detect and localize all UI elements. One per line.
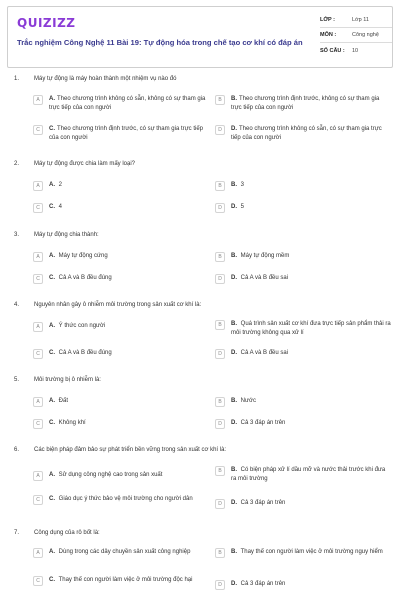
- question-number: 2.: [14, 161, 20, 167]
- option-label: A.: [49, 182, 55, 188]
- option-letter-box[interactable]: C: [33, 419, 43, 429]
- option-text: Cả A và B đều đúng: [58, 275, 112, 281]
- option-text: Cả 3 đáp án trên: [240, 581, 286, 587]
- option-c[interactable]: [33, 419, 209, 429]
- option-letter-box[interactable]: C: [33, 495, 43, 505]
- option-b[interactable]: [215, 181, 391, 191]
- option-text: 4: [58, 204, 63, 210]
- question-header: [14, 377, 384, 383]
- option-letter-box[interactable]: A: [33, 181, 43, 191]
- option-a[interactable]: [33, 322, 209, 332]
- option-letter-box[interactable]: B: [215, 548, 225, 558]
- option-letter-box[interactable]: C: [33, 349, 43, 359]
- option-letter-box[interactable]: D: [215, 203, 225, 213]
- option-letter-box[interactable]: B: [215, 320, 225, 330]
- option-c[interactable]: [33, 349, 209, 359]
- option-letter-box[interactable]: A: [33, 471, 43, 481]
- option-label: C.: [49, 496, 55, 502]
- option-letter-box[interactable]: A: [33, 548, 43, 558]
- option-d[interactable]: [215, 274, 391, 284]
- option-b[interactable]: [215, 548, 391, 558]
- option-label: B.: [231, 182, 237, 188]
- option-text: 2: [58, 182, 63, 188]
- option-text: Giáo dục ý thức bảo vệ môi trường cho người dân: [58, 496, 193, 502]
- option-d[interactable]: [215, 125, 391, 143]
- meta-key: SỐ CÂU :: [320, 47, 345, 54]
- option-label: D.: [231, 126, 237, 132]
- option-letter-box[interactable]: C: [33, 576, 43, 586]
- quizizz-logo: QUIZIZZ: [17, 16, 76, 30]
- option-letter-box[interactable]: D: [215, 274, 225, 284]
- option-a[interactable]: [33, 252, 209, 262]
- option-label: D.: [231, 581, 237, 587]
- option-letter-box[interactable]: B: [215, 252, 225, 262]
- option-b[interactable]: [215, 466, 391, 484]
- option-text: Máy tự động mềm: [240, 253, 290, 259]
- question-header: [14, 302, 384, 308]
- question-text: Môi trường bị ô nhiễm là:: [34, 377, 101, 383]
- option-label: C.: [49, 350, 55, 356]
- option-text: Theo chương trình định trước, không có sự tham gia trực tiếp của con người: [231, 96, 380, 111]
- option-c[interactable]: [33, 125, 209, 143]
- option-a[interactable]: [33, 95, 209, 113]
- question-text: Máy tự động chia thành:: [34, 232, 99, 238]
- option-label: A.: [49, 549, 55, 555]
- option-label: A.: [49, 323, 55, 329]
- option-text: Theo chương trình không có sẵn, không có sự tham gia trực tiếp của con người: [49, 96, 206, 111]
- option-label: D.: [231, 420, 237, 426]
- option-text: 3: [240, 182, 245, 188]
- option-a[interactable]: [33, 471, 209, 481]
- option-letter-box[interactable]: C: [33, 125, 43, 135]
- question-header: [14, 161, 384, 167]
- option-label: A.: [49, 398, 55, 404]
- option-text: Dùng trong các dây chuyền sản xuất công nghiệp: [58, 549, 191, 555]
- option-letter-box[interactable]: D: [215, 419, 225, 429]
- option-text: Không khí: [58, 420, 86, 426]
- question-number: 1.: [14, 76, 20, 82]
- meta-row-subject: [320, 28, 392, 43]
- meta-row-count: [320, 43, 392, 58]
- option-text: Theo chương trình không có sẵn, có sự tham gia trực tiếp của con người: [231, 126, 382, 141]
- option-b[interactable]: [215, 252, 391, 262]
- option-text: Theo chương trình định trước, có sự tham gia trực tiếp của con người: [49, 126, 203, 141]
- option-text: Thay thế con người làm việc ở môi trường độc hại: [58, 577, 193, 583]
- question-text: Máy tự động được chia làm mấy loại?: [34, 161, 136, 167]
- option-letter-box[interactable]: B: [215, 466, 225, 476]
- option-letter-box[interactable]: B: [215, 181, 225, 191]
- option-label: C.: [49, 204, 55, 210]
- option-label: A.: [49, 472, 55, 478]
- option-b[interactable]: [215, 95, 391, 113]
- option-letter-box[interactable]: D: [215, 499, 225, 509]
- meta-value: Công nghệ: [352, 32, 379, 38]
- option-text: Sử dụng công nghệ cao trong sản xuất: [58, 472, 163, 478]
- option-d[interactable]: [215, 580, 391, 590]
- question-number: 7.: [14, 530, 20, 536]
- option-label: B.: [231, 253, 237, 259]
- option-text: Máy tự động cứng: [58, 253, 108, 259]
- option-c[interactable]: [33, 495, 209, 505]
- question-number: 3.: [14, 232, 20, 238]
- option-letter-box[interactable]: B: [215, 95, 225, 105]
- option-letter-box[interactable]: A: [33, 95, 43, 105]
- option-letter-box[interactable]: D: [215, 349, 225, 359]
- option-label: B.: [231, 321, 237, 327]
- option-d[interactable]: [215, 499, 391, 509]
- option-label: C.: [49, 275, 55, 281]
- option-text: 5: [240, 204, 245, 210]
- question-number: 5.: [14, 377, 20, 383]
- option-label: B.: [231, 398, 237, 404]
- option-letter-box[interactable]: D: [215, 580, 225, 590]
- option-text: Có biện pháp xử lí dầu mỡ và nước thải trước khi đưa ra môi trường: [231, 467, 386, 482]
- question-text: Các biện pháp đảm bảo sự phát triển bền vững trong sản xuất cơ khí là:: [34, 447, 227, 453]
- option-label: B.: [231, 549, 237, 555]
- option-text: Cả A và B đều sai: [240, 350, 289, 356]
- option-a[interactable]: [33, 397, 209, 407]
- option-label: A.: [49, 253, 55, 259]
- option-label: C.: [49, 577, 55, 583]
- worksheet-header: [7, 6, 393, 68]
- question-header: [14, 447, 384, 453]
- option-label: D.: [231, 204, 237, 210]
- question-header: [14, 232, 384, 238]
- question-text: Công dụng của rô bốt là:: [34, 530, 100, 536]
- meta-key: MÔN :: [320, 32, 337, 38]
- meta-value: 10: [352, 47, 359, 54]
- option-letter-box[interactable]: A: [33, 252, 43, 262]
- question-text: Máy tự động là máy hoàn thành một nhiệm vụ nào đó: [34, 76, 177, 82]
- option-text: Cả 3 đáp án trên: [240, 420, 286, 426]
- option-text: Cả A và B đều đúng: [58, 350, 112, 356]
- option-b[interactable]: [215, 397, 391, 407]
- meta-row-class: [320, 13, 392, 28]
- meta-key: LỚP :: [320, 17, 335, 23]
- option-letter-box[interactable]: C: [33, 203, 43, 213]
- option-text: Cả 3 đáp án trên: [240, 500, 286, 506]
- question-header: [14, 530, 384, 536]
- option-label: C.: [49, 126, 55, 132]
- option-c[interactable]: [33, 274, 209, 284]
- question-text: Nguyên nhân gây ô nhiễm môi trường trong sản xuất cơ khí là:: [34, 302, 202, 308]
- option-label: D.: [231, 275, 237, 281]
- option-letter-box[interactable]: B: [215, 397, 225, 407]
- option-b[interactable]: [215, 320, 391, 338]
- option-c[interactable]: [33, 576, 209, 586]
- option-label: D.: [231, 350, 237, 356]
- option-label: D.: [231, 500, 237, 506]
- option-d[interactable]: [215, 419, 391, 429]
- meta-table: [320, 13, 392, 58]
- option-text: Thay thế con người làm việc ở môi trường nguy hiểm: [240, 549, 383, 555]
- option-label: B.: [231, 96, 237, 102]
- option-a[interactable]: [33, 548, 209, 558]
- option-letter-box[interactable]: A: [33, 397, 43, 407]
- option-text: Quá trình sản xuất cơ khí đưa trực tiếp sản phẩm thải ra môi trường không qua xử lí: [231, 321, 391, 336]
- question-number: 6.: [14, 447, 20, 453]
- option-label: C.: [49, 420, 55, 426]
- option-d[interactable]: [215, 349, 391, 359]
- page-title: Trắc nghiệm Công Nghệ 11 Bài 19: Tự động hóa trong chế tạo cơ khí có đáp án: [17, 38, 303, 47]
- option-letter-box[interactable]: C: [33, 274, 43, 284]
- option-d[interactable]: [215, 203, 391, 213]
- option-a[interactable]: [33, 181, 209, 191]
- meta-value: Lớp 11: [352, 17, 369, 23]
- option-text: Đất: [58, 398, 69, 404]
- option-label: A.: [49, 96, 55, 102]
- option-c[interactable]: [33, 203, 209, 213]
- question-number: 4.: [14, 302, 20, 308]
- option-letter-box[interactable]: D: [215, 125, 225, 135]
- option-text: Ý thức con người: [58, 323, 106, 329]
- option-text: Cả A và B đều sai: [240, 275, 289, 281]
- option-letter-box[interactable]: A: [33, 322, 43, 332]
- option-text: Nước: [240, 398, 256, 404]
- option-label: B.: [231, 467, 237, 473]
- question-header: [14, 76, 384, 82]
